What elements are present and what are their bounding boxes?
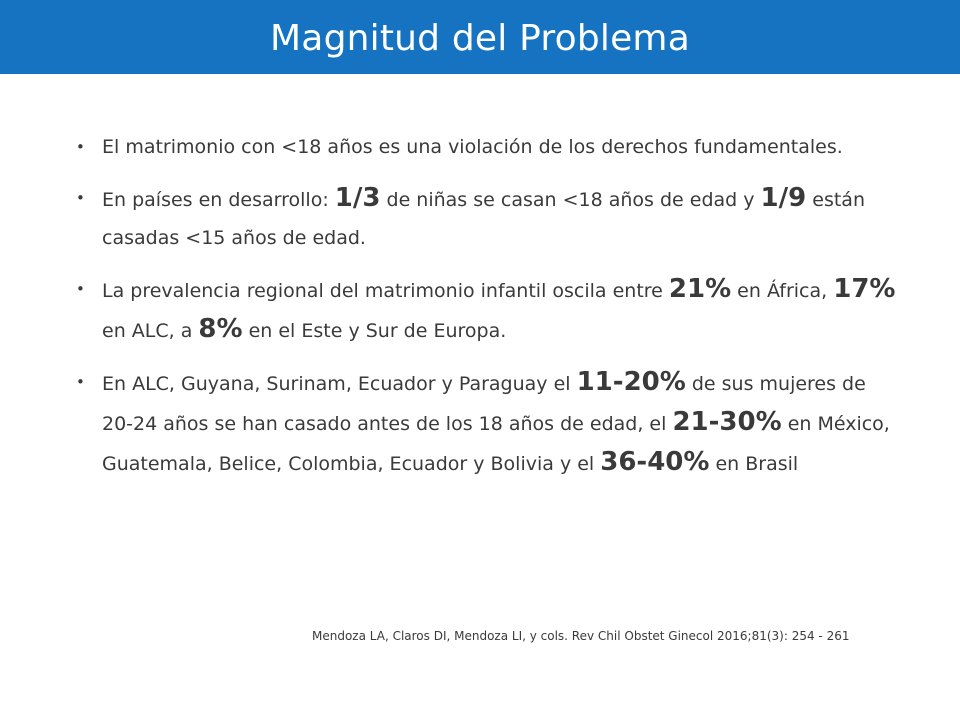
bullet-dot-icon: • [76, 373, 85, 391]
bullet-text: En ALC, Guyana, Surinam, Ecuador y Paraguay el [102, 373, 577, 395]
bullet-item [76, 179, 896, 257]
bullet-text: en el Este y Sur de Europa. [242, 320, 507, 342]
bullet-text: de niñas se casan <18 años de edad y [380, 189, 761, 211]
bullet-list [76, 128, 896, 496]
bullet-text: en África, [731, 280, 834, 302]
bullet-text: El matrimonio con <18 años es una violación de los derechos fundamentales. [102, 136, 843, 158]
citation: Mendoza LA, Claros DI, Mendoza LI, y cols. Rev Chil Obstet Ginecol 2016;81(3): 254 - 261 [312, 629, 850, 643]
emphasized-figure: 11-20% [576, 367, 686, 397]
bullet-text: están casadas <15 años de edad. [102, 189, 865, 249]
emphasized-figure: 1/9 [760, 183, 807, 213]
bullet-text: de sus mujeres de 20-24 años se han casado antes de los 18 años de edad, el [102, 373, 866, 435]
bullet-dot-icon: • [76, 189, 85, 207]
bullet-dot-icon: • [76, 138, 85, 156]
emphasized-figure: 36-40% [600, 447, 710, 477]
emphasized-figure: 21-30% [672, 407, 782, 437]
slide-title: Magnitud del Problema [270, 17, 690, 59]
bullet-text: En países en desarrollo: [102, 189, 335, 211]
bullet-item [76, 270, 896, 350]
emphasized-figure: 21% [668, 274, 732, 304]
emphasized-figure: 17% [833, 274, 896, 304]
bullet-text: La prevalencia regional del matrimonio infantil oscila entre [102, 280, 669, 302]
bullet-text: en Brasil [709, 453, 799, 475]
bullet-item [76, 363, 896, 483]
bullet-text: en México, Guatemala, Belice, Colombia, Ecuador y Bolivia y el [102, 413, 890, 475]
title-bar [0, 0, 960, 74]
bullet-text: en ALC, a [102, 320, 199, 342]
emphasized-figure: 8% [198, 314, 243, 344]
emphasized-figure: 1/3 [334, 183, 381, 213]
bullet-item [76, 128, 896, 166]
bullet-dot-icon: • [76, 280, 85, 298]
